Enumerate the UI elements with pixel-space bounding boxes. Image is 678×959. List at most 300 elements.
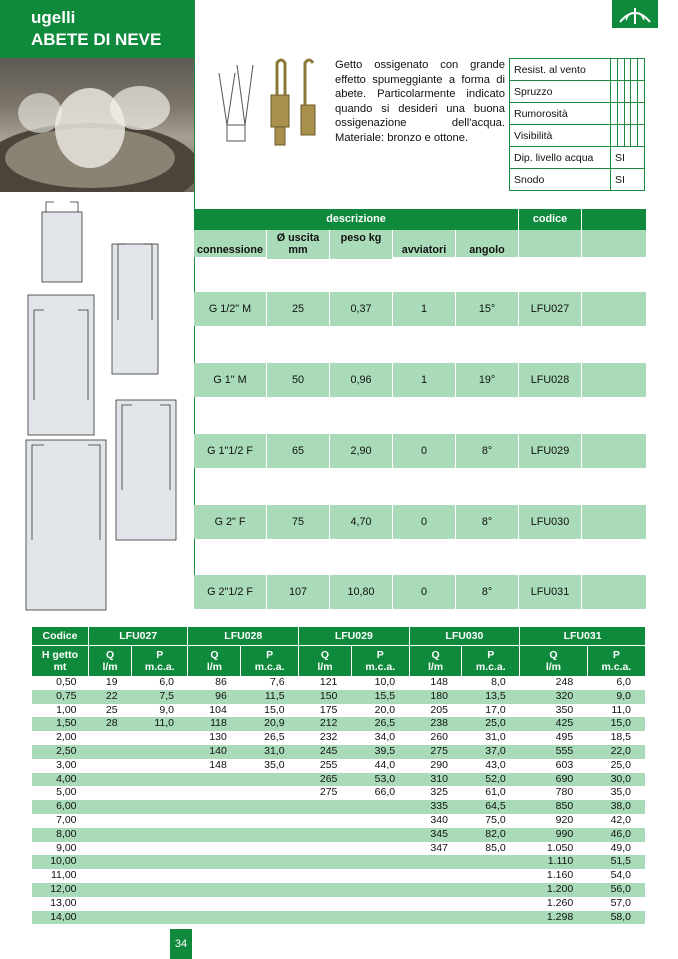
page-number: 34 — [170, 929, 192, 959]
perf-value: 238 — [409, 717, 462, 731]
p-header-label: P — [612, 649, 620, 661]
perf-value: 7,6 — [269, 676, 285, 688]
spec-cell-ang: 19° — [456, 363, 519, 397]
rating-bar-cell — [617, 103, 624, 125]
product-description: Getto ossigenato con grande effetto spumeggiante a forma di abete. Particolarmente indicato quando si desideri una buona ossigenazione dell'acqua. Materiale: bronzo e ottone. — [335, 59, 505, 144]
p-header-unit: m.c.a. — [365, 661, 396, 673]
rating-bar-cell — [610, 59, 617, 81]
perf-value: 425 — [520, 717, 588, 731]
perf-value — [89, 897, 132, 911]
perf-header-code-4: LFU030 — [409, 627, 520, 646]
p-header — [351, 646, 409, 677]
perf-value — [188, 897, 241, 911]
perf-row — [32, 704, 646, 718]
spec-row — [194, 363, 646, 397]
perf-value: 9,0 — [587, 690, 645, 704]
title-banner — [0, 0, 194, 58]
spec-cell-w: 0,37 — [330, 292, 393, 326]
perf-value: 25,0 — [610, 758, 631, 771]
perf-value: 43,0 — [485, 758, 506, 771]
perf-value — [188, 842, 241, 856]
perf-value: 345 — [409, 828, 462, 842]
rating-label: Visibilità — [510, 125, 611, 147]
perf-row — [32, 676, 646, 690]
perf-value: 42,0 — [610, 813, 631, 826]
q-header — [188, 646, 241, 677]
perf-value: 7,5 — [132, 690, 188, 704]
rating-bar-cell — [617, 59, 624, 81]
perf-value: 11,0 — [611, 703, 631, 716]
perf-height: 12,00 — [32, 883, 89, 897]
perf-value — [299, 897, 352, 911]
spec-cell-a: 0 — [393, 575, 456, 609]
spec-cell-conn: G 1" M — [194, 363, 267, 397]
technical-drawing-image — [24, 200, 192, 615]
perf-value: 82,0 — [462, 828, 520, 842]
col-peso: peso kg — [330, 230, 393, 259]
perf-value: 22,0 — [587, 745, 645, 759]
perf-value — [241, 786, 299, 800]
p-header-label: P — [376, 649, 384, 661]
perf-height: 2,00 — [56, 731, 77, 744]
ratings-table — [509, 58, 645, 191]
col-connessione: connessione — [194, 230, 267, 257]
perf-value: 148 — [209, 758, 227, 771]
perf-value: 325 — [430, 786, 448, 799]
spec-cell-code: LFU028 — [519, 363, 582, 397]
spec-cell-w: 0,96 — [330, 363, 393, 397]
perf-value: 1.160 — [546, 869, 574, 882]
perf-value — [299, 814, 352, 828]
q-header-unit: l/m — [317, 661, 333, 673]
perf-value: 56,0 — [587, 883, 645, 897]
title-line2: ABETE DI NEVE — [31, 30, 162, 49]
rating-bar-cell — [638, 59, 645, 81]
perf-value: 86 — [215, 676, 227, 688]
perf-value — [188, 911, 241, 925]
perf-value: 54,0 — [610, 869, 631, 882]
perf-value — [299, 800, 352, 814]
spec-cell-ang: 8° — [456, 505, 519, 539]
perf-value — [188, 800, 241, 814]
perf-value: 335 — [409, 800, 462, 814]
perf-row — [32, 855, 646, 869]
rating-row — [510, 81, 645, 103]
perf-value: 347 — [430, 841, 448, 854]
perf-value — [462, 897, 520, 911]
perf-value: 6,0 — [616, 676, 631, 688]
perf-value: 275 — [319, 786, 338, 799]
q-header-unit: l/m — [206, 661, 222, 673]
perf-value: 46,0 — [587, 828, 645, 842]
perf-value — [409, 883, 462, 897]
spec-cell-conn: G 2" F — [194, 505, 267, 539]
perf-value: 118 — [188, 717, 241, 731]
perf-row — [32, 883, 646, 897]
perf-row — [32, 731, 646, 745]
perf-height: 1,50 — [32, 717, 89, 731]
perf-value: 85,0 — [485, 841, 506, 854]
perf-value: 26,5 — [351, 717, 409, 731]
perf-value: 39,5 — [351, 745, 409, 759]
perf-value: 232 — [319, 731, 338, 744]
perf-value — [241, 897, 299, 911]
spec-cell-w: 4,70 — [330, 505, 393, 539]
perf-value: 350 — [555, 703, 574, 716]
perf-value — [241, 869, 299, 883]
perf-value — [409, 855, 462, 869]
perf-value: 58,0 — [587, 911, 645, 925]
rating-label: Spruzzo — [510, 81, 611, 103]
perf-value: 66,0 — [374, 786, 396, 799]
perf-row — [32, 814, 646, 828]
perf-value — [351, 828, 409, 842]
spec-row — [194, 292, 646, 326]
rating-bar-cell — [624, 103, 631, 125]
perf-value — [132, 800, 188, 814]
perf-value — [132, 828, 188, 842]
q-header — [89, 646, 132, 677]
perf-value — [132, 745, 188, 759]
hgetto-label: H getto — [41, 649, 79, 661]
perf-value: 130 — [209, 731, 227, 744]
perf-value — [241, 883, 299, 897]
perf-height: 3,00 — [56, 758, 77, 771]
perf-value — [462, 869, 520, 883]
spec-cell-w: 2,90 — [330, 434, 393, 468]
rating-value: SI — [610, 147, 644, 169]
spec-row — [194, 505, 646, 539]
spec-row — [194, 575, 646, 609]
perf-row — [32, 828, 646, 842]
rating-row — [510, 169, 645, 191]
perf-value: 9,0 — [159, 703, 174, 716]
perf-value — [241, 911, 299, 925]
perf-value: 20,0 — [374, 703, 396, 716]
p-header-label: P — [487, 649, 495, 661]
perf-value — [188, 786, 241, 800]
perf-height: 8,00 — [32, 828, 89, 842]
perf-value: 260 — [430, 731, 448, 744]
perf-height: 14,00 — [32, 911, 89, 925]
perf-value: 310 — [409, 773, 462, 787]
q-header — [520, 646, 588, 677]
perf-value — [89, 731, 132, 745]
spec-cell-d: 50 — [267, 363, 330, 397]
perf-value: 35,0 — [610, 786, 631, 799]
perf-value — [351, 911, 409, 925]
rating-bar-cell — [638, 125, 645, 147]
perf-value: 34,0 — [374, 731, 396, 744]
perf-value: 255 — [319, 758, 338, 771]
spec-cell-code: LFU029 — [519, 434, 582, 468]
spec-table — [194, 209, 646, 609]
q-header-label: Q — [431, 649, 440, 661]
perf-value: 340 — [430, 813, 448, 826]
perf-value: 44,0 — [374, 758, 396, 771]
perf-value: 11,5 — [241, 690, 299, 704]
spec-cell-a: 0 — [393, 434, 456, 468]
perf-value: 150 — [299, 690, 352, 704]
perf-value — [132, 897, 188, 911]
rating-bar-cell — [624, 125, 631, 147]
perf-height: 10,00 — [32, 855, 89, 869]
perf-value — [188, 855, 241, 869]
perf-value — [351, 842, 409, 856]
perf-value — [409, 897, 462, 911]
perf-value — [241, 800, 299, 814]
q-header — [299, 646, 352, 677]
spec-cell-a: 0 — [393, 505, 456, 539]
col-avviatori: avviatori — [393, 230, 456, 257]
perf-row — [32, 773, 646, 787]
perf-value — [351, 869, 409, 883]
perf-value: 37,0 — [462, 745, 520, 759]
perf-header-code-3: LFU029 — [299, 627, 410, 646]
perf-value: 10,0 — [374, 676, 396, 688]
perf-value — [89, 786, 132, 800]
perf-height: 0,50 — [56, 676, 77, 688]
spec-cell-conn: G 1"1/2 F — [194, 434, 267, 468]
leaf-logo-icon — [612, 0, 658, 28]
perf-value: 990 — [520, 828, 588, 842]
q-header-label: Q — [105, 649, 115, 661]
rating-bar-cell — [631, 103, 638, 125]
perf-value: 25,0 — [462, 717, 520, 731]
perf-value: 290 — [430, 758, 448, 771]
perf-value — [462, 855, 520, 869]
perf-value — [132, 814, 188, 828]
spec-cell-a: 1 — [393, 292, 456, 326]
spec-cell-ang: 8° — [456, 575, 519, 609]
perf-header-code-5: LFU031 — [520, 627, 645, 646]
perf-value: 53,0 — [351, 773, 409, 787]
perf-value — [188, 773, 241, 787]
perf-value — [241, 814, 299, 828]
perf-value — [89, 800, 132, 814]
perf-value: 148 — [430, 676, 448, 688]
brand-logo — [612, 0, 658, 28]
p-header-unit: m.c.a. — [475, 661, 506, 673]
perf-value: 1.260 — [546, 896, 574, 909]
perf-height: 7,00 — [56, 813, 77, 826]
fountain-photo — [0, 58, 194, 192]
perf-value — [89, 869, 132, 883]
perf-value: 31,0 — [241, 745, 299, 759]
perf-value — [351, 800, 409, 814]
perf-row — [32, 717, 646, 731]
perf-value — [299, 842, 352, 856]
spec-cell-ang: 8° — [456, 434, 519, 468]
perf-value — [89, 911, 132, 925]
perf-value: 603 — [555, 758, 574, 771]
perf-value — [299, 828, 352, 842]
perf-value: 320 — [520, 690, 588, 704]
performance-table — [31, 627, 645, 924]
spec-cell-a: 1 — [393, 363, 456, 397]
rating-row — [510, 59, 645, 81]
spec-cell-conn: G 1/2" M — [194, 292, 267, 326]
q-header-label: Q — [320, 649, 330, 661]
p-header — [132, 646, 188, 677]
q-header-unit: l/m — [545, 661, 562, 673]
perf-value: 49,0 — [610, 841, 631, 854]
perf-value: 121 — [319, 676, 338, 688]
rating-bar-cell — [638, 103, 645, 125]
perf-row — [32, 842, 646, 856]
perf-value: 205 — [430, 703, 448, 716]
perf-value: 13,5 — [462, 690, 520, 704]
p-header — [587, 646, 645, 677]
spec-cell-code: LFU031 — [519, 575, 582, 609]
spec-cell-code: LFU030 — [519, 505, 582, 539]
perf-value: 212 — [299, 717, 352, 731]
perf-value: 495 — [555, 731, 574, 744]
perf-height: 2,50 — [32, 745, 89, 759]
perf-value — [89, 855, 132, 869]
perf-value: 15,5 — [351, 690, 409, 704]
perf-value: 31,0 — [485, 731, 506, 744]
perf-value — [188, 883, 241, 897]
p-header-unit: m.c.a. — [144, 661, 175, 673]
spec-header-empty — [582, 209, 646, 230]
perf-value: 15,0 — [587, 717, 645, 731]
q-header — [409, 646, 462, 677]
col-code-blank — [519, 230, 582, 257]
perf-header-codice: Codice — [32, 627, 89, 646]
rating-bar-cell — [631, 81, 638, 103]
perf-header-hgetto — [32, 646, 89, 677]
q-header-label: Q — [210, 649, 219, 661]
rating-bar-cell — [610, 125, 617, 147]
perf-value: 11,0 — [132, 717, 188, 731]
perf-value — [89, 759, 132, 773]
spec-header-description: descrizione — [194, 209, 518, 230]
fountain-photo-image — [0, 58, 194, 192]
perf-value — [409, 911, 462, 925]
perf-value — [132, 759, 188, 773]
perf-value — [409, 869, 462, 883]
perf-height: 13,00 — [50, 896, 77, 909]
nozzle-illustration — [205, 55, 327, 150]
perf-value: 20,9 — [241, 717, 299, 731]
perf-value: 18,5 — [610, 731, 631, 744]
spec-cell-d: 65 — [267, 434, 330, 468]
perf-row — [32, 759, 646, 773]
p-header — [462, 646, 520, 677]
perf-value: 51,5 — [587, 855, 645, 869]
perf-value — [241, 855, 299, 869]
perf-value: 275 — [409, 745, 462, 759]
rating-row — [510, 125, 645, 147]
perf-value — [351, 814, 409, 828]
perf-value: 1.200 — [520, 883, 588, 897]
rating-bar-cell — [638, 81, 645, 103]
hgetto-unit: mt — [53, 661, 67, 673]
perf-value — [132, 842, 188, 856]
perf-value — [188, 869, 241, 883]
spec-cell-ang: 15° — [456, 292, 519, 326]
rating-row — [510, 147, 645, 169]
spec-header-code: codice — [519, 209, 581, 230]
perf-value — [132, 869, 188, 883]
rating-bar-cell — [617, 81, 624, 103]
rating-value: SI — [610, 169, 644, 191]
rating-bar-cell — [624, 59, 631, 81]
perf-height: 11,00 — [51, 869, 77, 882]
perf-value: 96 — [188, 690, 241, 704]
perf-height: 6,00 — [32, 800, 89, 814]
spec-cell-w: 10,80 — [330, 575, 393, 609]
p-header-unit: m.c.a. — [601, 661, 632, 673]
perf-value: 850 — [520, 800, 588, 814]
rating-bar-cell — [610, 103, 617, 125]
perf-value: 19 — [105, 676, 118, 688]
perf-value: 35,0 — [264, 758, 285, 771]
p-header-label: P — [266, 649, 274, 661]
perf-value — [241, 828, 299, 842]
perf-header-code-1: LFU027 — [89, 627, 188, 646]
perf-value: 1.110 — [520, 855, 588, 869]
perf-value — [89, 883, 132, 897]
q-header-unit: l/m — [427, 661, 444, 673]
perf-value — [132, 773, 188, 787]
perf-value — [462, 883, 520, 897]
perf-value — [188, 814, 241, 828]
perf-value: 780 — [555, 786, 574, 799]
spec-cell-d: 107 — [267, 575, 330, 609]
perf-value — [299, 911, 352, 925]
perf-value — [89, 814, 132, 828]
perf-height: 5,00 — [56, 786, 77, 799]
perf-value: 248 — [555, 676, 574, 688]
rating-label: Rumorosità — [510, 103, 611, 125]
col-angolo: angolo — [456, 230, 519, 257]
perf-value — [299, 869, 352, 883]
perf-value: 30,0 — [587, 773, 645, 787]
title-line1: ugelli — [31, 8, 76, 27]
perf-value: 64,5 — [462, 800, 520, 814]
spec-cell-code: LFU027 — [519, 292, 582, 326]
perf-row — [32, 800, 646, 814]
perf-value — [462, 911, 520, 925]
perf-value — [132, 883, 188, 897]
perf-value — [132, 786, 188, 800]
rating-bar-cell — [610, 81, 617, 103]
p-header-unit: m.c.a. — [254, 661, 285, 673]
rating-bar-cell — [624, 81, 631, 103]
technical-drawings — [24, 200, 192, 615]
perf-value: 6,0 — [159, 676, 174, 688]
rating-label: Dip. livello acqua — [510, 147, 611, 169]
spec-row — [194, 434, 646, 468]
perf-value — [351, 883, 409, 897]
perf-value: 140 — [188, 745, 241, 759]
p-header — [241, 646, 299, 677]
rating-label: Resist. al vento — [510, 59, 611, 81]
perf-value: 57,0 — [610, 896, 631, 909]
perf-value: 245 — [299, 745, 352, 759]
perf-value: 26,5 — [264, 731, 285, 744]
perf-value: 1.298 — [520, 911, 588, 925]
perf-value: 104 — [209, 703, 227, 716]
perf-row — [32, 690, 646, 704]
rating-row — [510, 103, 645, 125]
perf-value: 25 — [105, 703, 118, 716]
spec-cell-d: 25 — [267, 292, 330, 326]
perf-value — [351, 897, 409, 911]
perf-row — [32, 786, 646, 800]
